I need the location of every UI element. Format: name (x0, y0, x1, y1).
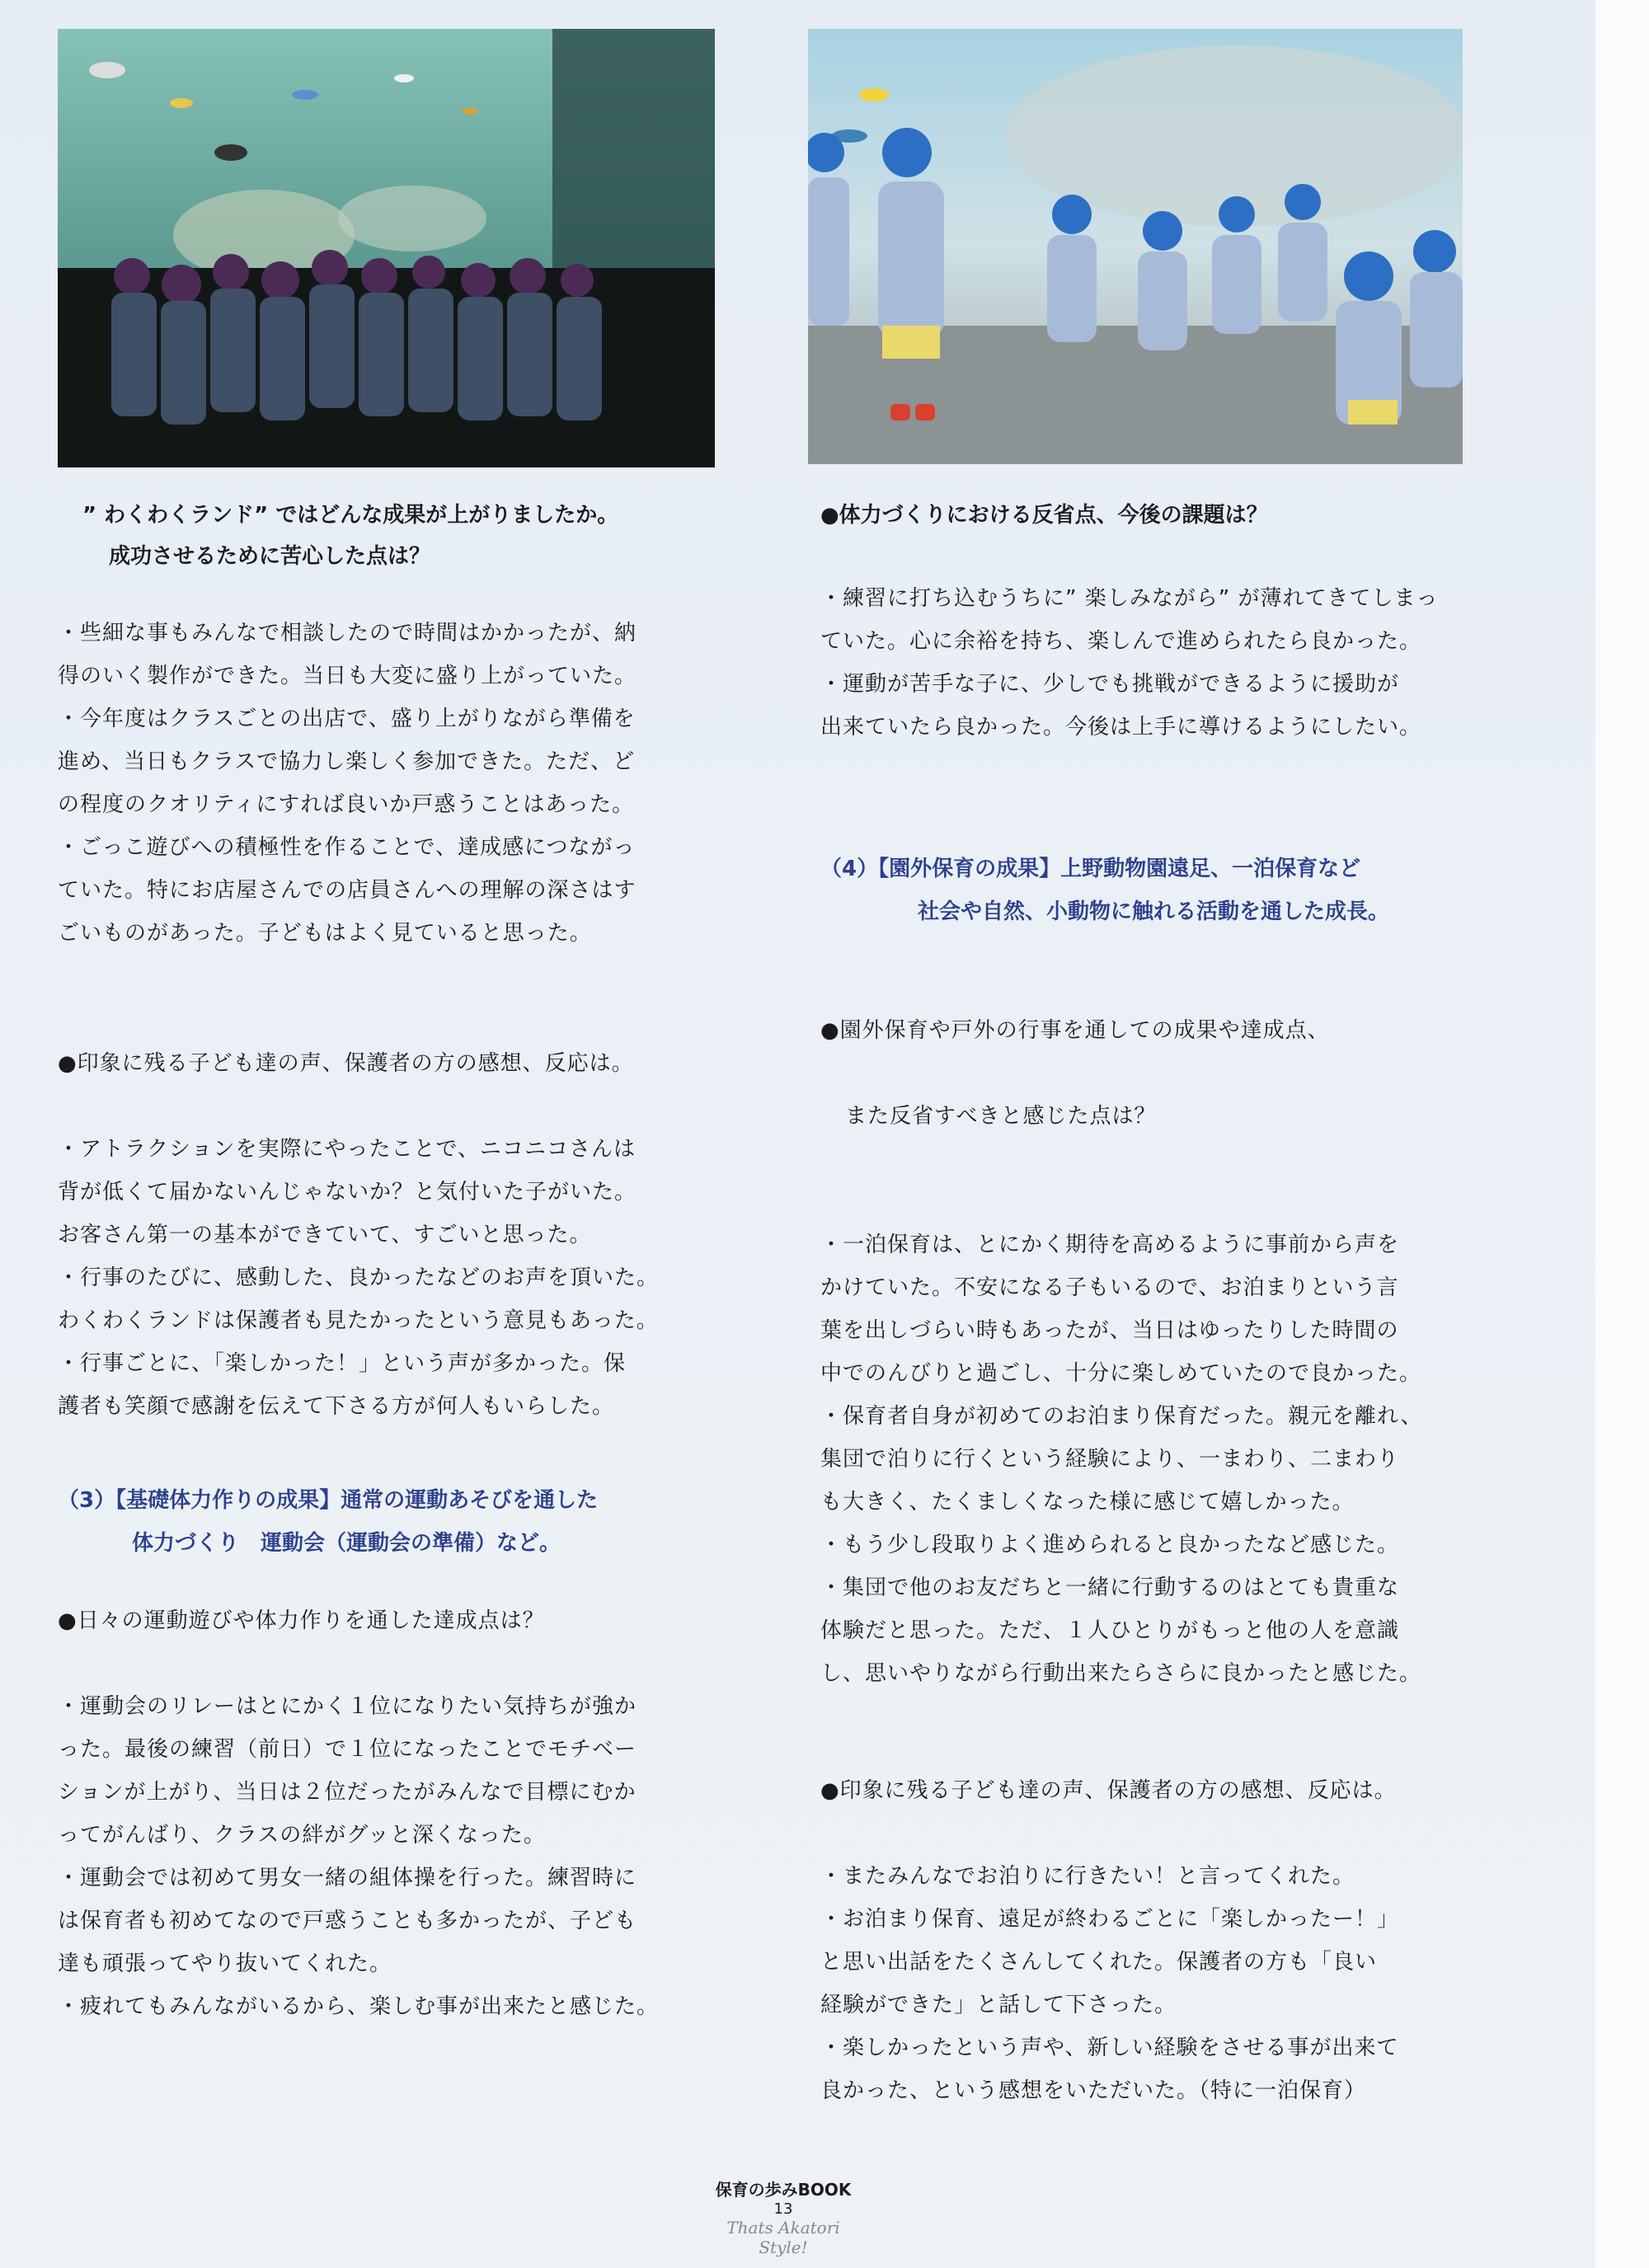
right-column (820, 495, 1513, 2112)
right-answer-1-item: ・運動が苦手な子に、少しでも挑戦ができるように援助が 出来ていたら良かった。今後は上手に導けるようにしたい。 (820, 672, 1422, 740)
aquarium-photo-children-viewing (58, 29, 715, 467)
section-3-heading (58, 1479, 717, 1565)
right-answer-3-item: ・お泊まり保育、遠足が終わるごとに「楽しかったー！」 と思い出話をたくさんしてくれた。保護者の方も「良い 経験ができた」と話して下さった。 (820, 1907, 1400, 2017)
right-question-1: ●体力づくりにおける反省点、今後の課題は？ (820, 503, 1268, 528)
right-answer-1-item: ・練習に打ち込むうちに” 楽しみながら” が薄れてきてしまっ ていた。心に余裕を持ち、楽しんで進められたら良かった。 (820, 586, 1439, 654)
left-column (58, 495, 717, 2028)
section-4-heading-line1: （4）【園外保育の成果】上野動物園遠足、一泊保育など (820, 857, 1361, 881)
left-answer-3-item: ・運動会のリレーはとにかく１位になりたい気持ちが強か った。最後の練習（前日）で１位になったことでモチベー ションが上がり、当日は２位だったがみんなで目標にむか ってがんばり、クラスの絆がグッと深くなった。 (58, 1694, 637, 1848)
aquarium-photo-2-image (808, 29, 1463, 464)
left-question-2: ●印象に残る子ども達の声、保護者の方の感想、反応は。 (58, 1051, 634, 1076)
aquarium-photo-1-image (58, 29, 715, 467)
right-answer-3-item: ・楽しかったという声や、新しい経験をさせる事が出来て 良かった、という感想をいただいた。（特に一泊保育） (820, 2036, 1399, 2103)
right-answer-3-item: ・またみんなでお泊りに行きたい！と言ってくれた。 (820, 1864, 1355, 1889)
right-question-2-line2: また反省すべきと感じた点は？ (845, 1104, 1157, 1129)
left-answer-2-item: ・行事ごとに、「楽しかった！」という声が多かった。保 護者も笑顔で感謝を伝えて下さる方が何人もいらした。 (58, 1351, 627, 1419)
left-answer-2-item: ・行事のたびに、感動した、良かったなどのお声を頂いた。 わくわくランドは保護者も見たかったという意見もあった。 (58, 1265, 660, 1333)
right-question-3: ●印象に残る子ども達の声、保護者の方の感想、反応は。 (820, 1778, 1397, 1803)
left-answer-1-item: ・些細な事もみんなで相談したので時間はかかったが、納 得のいく製作ができた。当日も大変に盛り上がっていた。 (58, 621, 637, 688)
left-question-1-line1: ” わくわくランド” ではどんな成果が上がりましたか。 (82, 503, 619, 528)
section-3-heading-line2: 体力づくり 運動会（運動会の準備）など。 (132, 1531, 561, 1556)
right-question-2 (820, 966, 1513, 1181)
left-answer-3-item: ・運動会では初めて男女一緒の組体操を行った。練習時に は保育者も初めてなので戸惑うことも多かったが、子ども 達も頑張ってやり抜いてくれた。 (58, 1866, 637, 1976)
left-question-1 (58, 495, 717, 577)
right-answer-2-item: ・保育者自身が初めてのお泊まり保育だった。親元を離れ、 集団で泊りに行くという経験により、一まわり、二まわり も大きく、たくましくなった様に感じて嬉しかった。 (820, 1404, 1423, 1514)
scan-edge (1595, 0, 1649, 2268)
right-answer-2-item: ・一泊保育は、とにかく期待を高めるように事前から声を かけていた。不安になる子もいるので、お泊まりという言 葉を出しづらい時もあったが、当日はゆったりした時間の 中でのんびりと過ごし、十分に楽しめていたので良かった。 (820, 1233, 1422, 1386)
section-4-heading-line2: 社会や自然、小動物に触れる活動を通した成長。 (918, 899, 1390, 924)
section-3-heading-line1: （3）【基礎体力作りの成果】通常の運動あそびを通した (58, 1488, 599, 1513)
right-question-2-line1: ●園外保育や戸外の行事を通しての成果や達成点、 (820, 1018, 1330, 1043)
footer-tagline: Thats Akatori Style! (726, 2218, 840, 2257)
left-answer-3-item: ・疲れてもみんながいるから、楽しむ事が出来たと感じた。 (58, 1994, 660, 2019)
left-answer-2-item: ・アトラクションを実際にやったことで、ニコニコさんは 背が低くて届かないんじゃないか？と気付いた子がいた。 お客さん第一の基本ができていて、すごいと思った。 (58, 1137, 637, 1247)
page-number: 13 (773, 2200, 793, 2218)
left-question-1-line2: 成功させるために苦心した点は？ (109, 544, 431, 569)
left-question-3: ●日々の運動遊びや体力作りを通した達成点は？ (58, 1608, 545, 1633)
page-footer (709, 2176, 857, 2257)
section-4-heading (820, 848, 1513, 933)
right-answer-2-item: ・集団で他のお友だちと一緒に行動するのはとても貴重な 体験だと思った。ただ、１人ひとりがもっと他の人を意識 し、思いやりながら行動出来たらさらに良かったと感じた。 (820, 1575, 1422, 1686)
left-answer-1-item: ・ごっこ遊びへの積極性を作ることで、達成感につながっ ていた。特にお店屋さんでの店員さんへの理解の深さはす ごいものがあった。子どもはよく見ていると思った。 (58, 835, 637, 946)
right-answer-2-item: ・もう少し段取りよく進められると良かったなど感じた。 (820, 1533, 1400, 1557)
left-answer-1-item: ・今年度はクラスごとの出店で、盛り上がりながら準備を 進め、当日もクラスで協力し楽しく参加できた。ただ、ど の程度のクオリティにすれば良いか戸惑うことはあった。 (58, 707, 636, 817)
footer-book-title: 保育の歩みBOOK (715, 2180, 852, 2200)
aquarium-photo-children-posing (808, 29, 1463, 464)
